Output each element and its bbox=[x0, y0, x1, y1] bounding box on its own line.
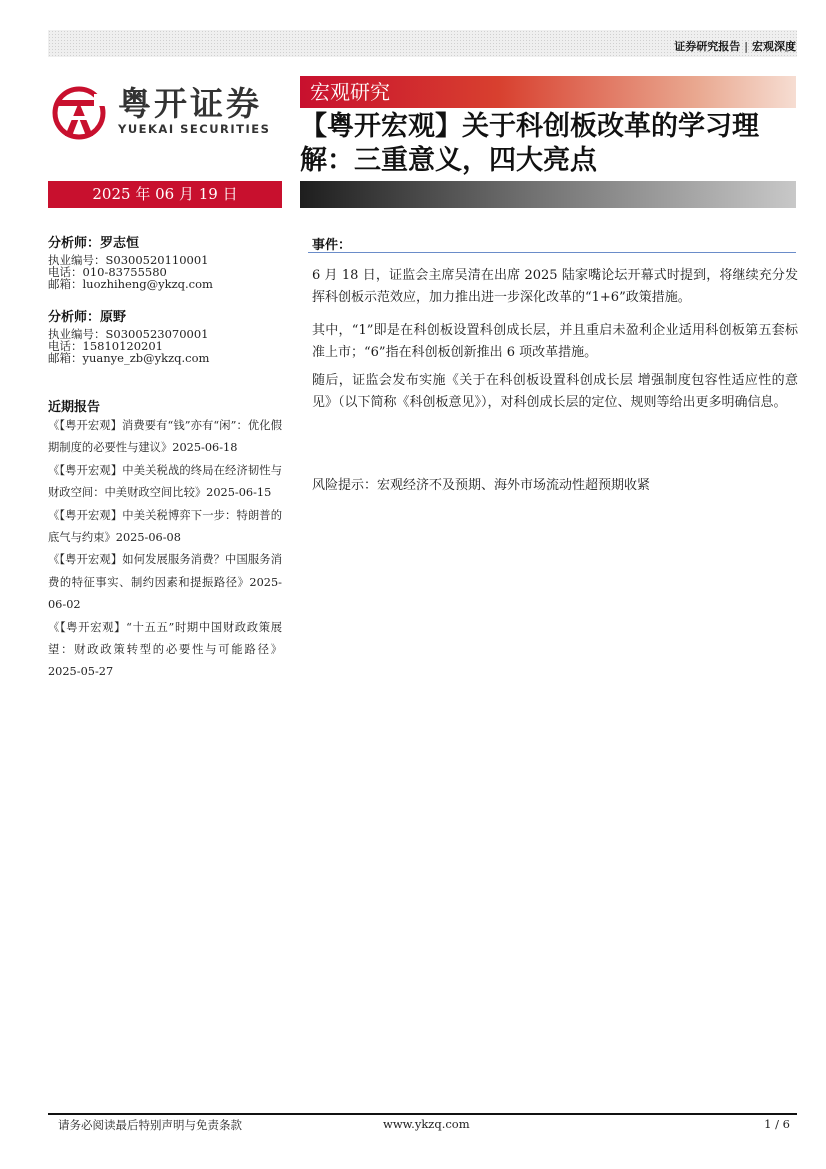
report-date: 2025 年 06 月 19 日 bbox=[48, 181, 282, 208]
event-paragraph: 随后，证监会发布实施《关于在科创板设置科创成长层 增强制度包容性适应性的意见》（以下简称《科创板意见》），对科创成长层的定位、规则等给出更多明确信息。 bbox=[312, 373, 798, 410]
recent-report-link[interactable]: 《【粤开宏观】如何发展服务消费？中国服务消费的特征事实、制约因素和提振路径》2025-06-02 bbox=[48, 553, 282, 612]
footer-website[interactable]: www.ykzq.com bbox=[383, 1117, 470, 1131]
report-type-label: 证券研究报告 bbox=[674, 40, 741, 53]
header-tag bbox=[674, 38, 796, 54]
recent-report-link[interactable]: 《【粤开宏观】中美关税博弈下一步：特朗普的底气与约束》2025-06-08 bbox=[48, 508, 282, 545]
logo-chinese-name: 粤开证券 bbox=[118, 84, 262, 123]
analyst-email[interactable]: 邮箱：yuanye_zb@ykzq.com bbox=[48, 351, 210, 365]
recent-report-link[interactable]: 《【粤开宏观】“十五五”时期中国财政政策展望：财政政策转型的必要性与可能路径》2025-05-27 bbox=[48, 620, 282, 679]
page-number: 1 / 6 bbox=[764, 1117, 790, 1131]
title-divider-bar bbox=[300, 181, 796, 208]
analyst-license: 执业编号：S0300520110001 bbox=[48, 253, 209, 267]
analyst-email[interactable]: 邮箱：luozhiheng@ykzq.com bbox=[48, 277, 213, 291]
event-divider bbox=[308, 252, 796, 253]
risk-warning: 风险提示：宏观经济不及预期、海外市场流动性超预期收紧 bbox=[312, 478, 651, 493]
footer-disclaimer: 请务必阅读最后特别声明与免责条款 bbox=[58, 1118, 242, 1132]
analyst-phone: 电话：15810120201 bbox=[48, 339, 163, 353]
report-title: 【粤开宏观】关于科创板改革的学习理解：三重意义，四大亮点 bbox=[300, 111, 759, 176]
analyst-phone: 电话：010-83755580 bbox=[48, 265, 167, 279]
report-category-label: 宏观深度 bbox=[752, 40, 796, 53]
analyst-block-2 bbox=[48, 310, 288, 364]
recent-reports-list bbox=[48, 415, 282, 684]
footer-divider bbox=[48, 1113, 797, 1115]
event-paragraph: 其中，“1”即是在科创板设置科创成长层，并且重启未盈利企业适用科创板第五套标准上市；“6”指在科创板创新推出 6 项改革措施。 bbox=[312, 323, 798, 360]
analyst-block-1 bbox=[48, 236, 288, 290]
company-logo bbox=[52, 84, 282, 140]
recent-report-link[interactable]: 《【粤开宏观】中美关税战的终局在经济韧性与财政空间：中美财政空间比较》2025-06-15 bbox=[48, 463, 282, 500]
analyst-license: 执业编号：S0300523070001 bbox=[48, 327, 209, 341]
event-paragraph: 6 月 18 日，证监会主席吴清在出席 2025 陆家嘴论坛开幕式时提到，将继续充分发挥科创板示范效应，加力推出进一步深化改革的“1+6”政策措施。 bbox=[312, 268, 798, 305]
logo-mark-icon bbox=[52, 86, 110, 140]
analyst-name: 分析师：罗志恒 bbox=[48, 236, 140, 251]
report-category: 宏观研究 bbox=[310, 80, 390, 104]
recent-report-link[interactable]: 《【粤开宏观】消费要有“钱”亦有“闲”：优化假期制度的必要性与建议》2025-06-18 bbox=[48, 419, 282, 455]
event-heading: 事件： bbox=[312, 238, 352, 253]
recent-reports-heading: 近期报告 bbox=[48, 400, 101, 415]
header-separator: | bbox=[744, 40, 748, 53]
logo-english-name: YUEKAI SECURITIES bbox=[118, 122, 271, 136]
analyst-name: 分析师：原野 bbox=[48, 310, 127, 325]
